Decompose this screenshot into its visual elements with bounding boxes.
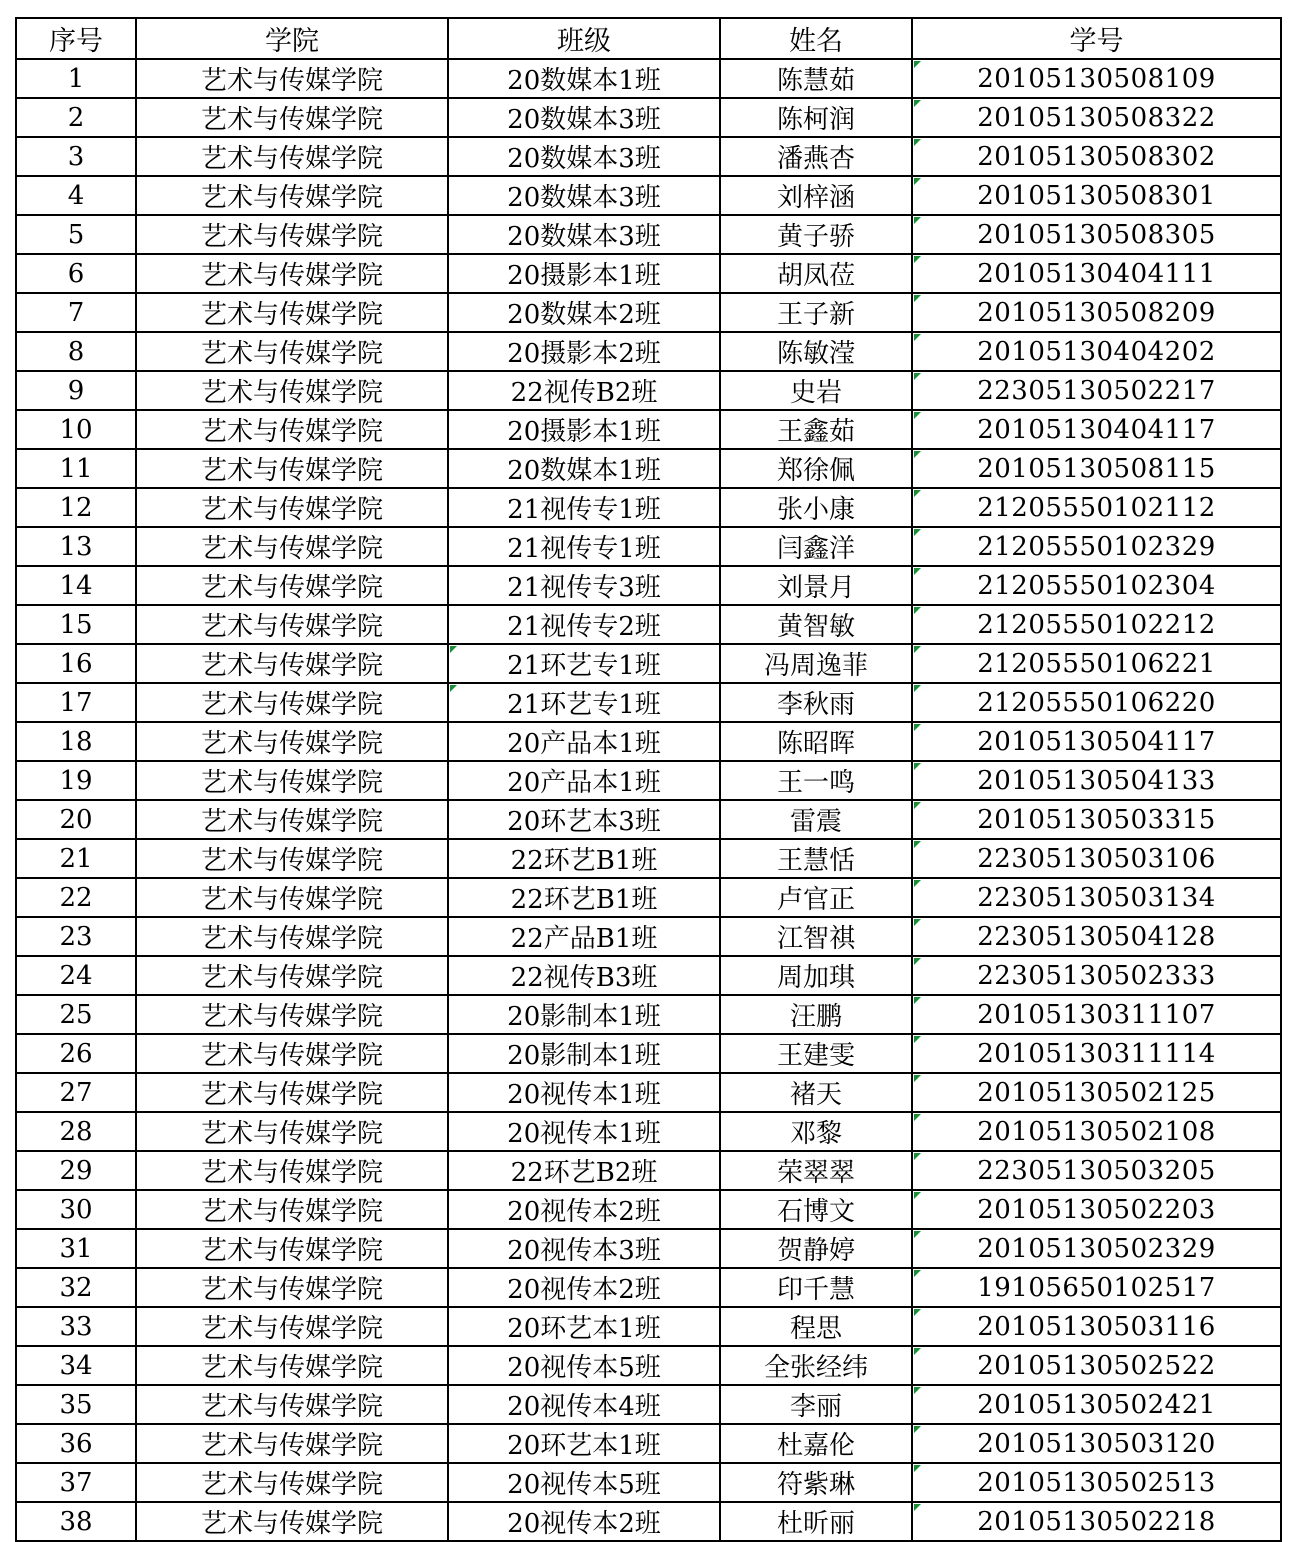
cell-name[interactable]: 印千慧 (720, 1268, 912, 1307)
cell-student-id[interactable]: 20105130508301 (912, 176, 1281, 215)
cell-class[interactable]: 21视传专2班 (448, 605, 720, 644)
cell-serial-number[interactable]: 37 (16, 1463, 136, 1502)
cell-name[interactable]: 周加琪 (720, 956, 912, 995)
cell-class[interactable]: 20摄影本2班 (448, 332, 720, 371)
table-row (16, 59, 1281, 98)
cell-student-id[interactable]: 20105130404111 (912, 254, 1281, 293)
header-class: 班级 (448, 18, 720, 59)
table-row (16, 761, 1281, 800)
cell-class[interactable]: 20数媒本3班 (448, 98, 720, 137)
cell-class[interactable]: 21视传专1班 (448, 488, 720, 527)
cell-college[interactable]: 艺术与传媒学院 (136, 1073, 448, 1112)
cell-class[interactable]: 20视传本2班 (448, 1502, 720, 1541)
cell-serial-number[interactable]: 18 (16, 722, 136, 761)
cell-name[interactable]: 陈柯润 (720, 98, 912, 137)
cell-serial-number[interactable]: 14 (16, 566, 136, 605)
cell-college[interactable]: 艺术与传媒学院 (136, 371, 448, 410)
cell-student-id[interactable]: 20105130404117 (912, 410, 1281, 449)
cell-student-id[interactable]: 22305130502333 (912, 956, 1281, 995)
table-row (16, 1463, 1281, 1502)
cell-student-id[interactable]: 20105130508302 (912, 137, 1281, 176)
cell-student-id[interactable]: 20105130404202 (912, 332, 1281, 371)
cell-class[interactable]: 22环艺B2班 (448, 1151, 720, 1190)
header-student-id: 学号 (912, 18, 1281, 59)
cell-student-id[interactable]: 21205550102329 (912, 527, 1281, 566)
cell-serial-number[interactable]: 35 (16, 1385, 136, 1424)
table-row (16, 1424, 1281, 1463)
cell-name[interactable]: 雷震 (720, 800, 912, 839)
table-row (16, 527, 1281, 566)
cell-class[interactable]: 20视传本4班 (448, 1385, 720, 1424)
table-row (16, 371, 1281, 410)
cell-name[interactable]: 黄子骄 (720, 215, 912, 254)
cell-student-id[interactable]: 20105130502218 (912, 1502, 1281, 1541)
cell-student-id[interactable]: 20105130503120 (912, 1424, 1281, 1463)
cell-class[interactable]: 20摄影本1班 (448, 254, 720, 293)
table-row (16, 566, 1281, 605)
cell-class[interactable]: 22视传B2班 (448, 371, 720, 410)
cell-college[interactable]: 艺术与传媒学院 (136, 644, 448, 683)
cell-college[interactable]: 艺术与传媒学院 (136, 1112, 448, 1151)
cell-student-id[interactable]: 21205550102304 (912, 566, 1281, 605)
cell-college[interactable]: 艺术与传媒学院 (136, 59, 448, 98)
cell-class[interactable]: 20数媒本2班 (448, 293, 720, 332)
cell-serial-number[interactable]: 26 (16, 1034, 136, 1073)
cell-serial-number[interactable]: 9 (16, 371, 136, 410)
cell-name[interactable]: 江智祺 (720, 917, 912, 956)
cell-serial-number[interactable]: 13 (16, 527, 136, 566)
cell-college[interactable]: 艺术与传媒学院 (136, 332, 448, 371)
table-row (16, 1112, 1281, 1151)
cell-name[interactable]: 邓黎 (720, 1112, 912, 1151)
table-row (16, 683, 1281, 722)
cell-student-id[interactable]: 21205550102212 (912, 605, 1281, 644)
cell-class[interactable]: 20数媒本1班 (448, 59, 720, 98)
cell-student-id[interactable]: 20105130502203 (912, 1190, 1281, 1229)
cell-name[interactable]: 陈敏滢 (720, 332, 912, 371)
cell-serial-number[interactable]: 2 (16, 98, 136, 137)
cell-name[interactable]: 刘梓涵 (720, 176, 912, 215)
cell-name[interactable]: 张小康 (720, 488, 912, 527)
cell-class[interactable]: 20视传本1班 (448, 1112, 720, 1151)
table-row (16, 1268, 1281, 1307)
cell-college[interactable]: 艺术与传媒学院 (136, 878, 448, 917)
cell-serial-number[interactable]: 21 (16, 839, 136, 878)
cell-name[interactable]: 荣翠翠 (720, 1151, 912, 1190)
cell-serial-number[interactable]: 38 (16, 1502, 136, 1541)
cell-serial-number[interactable]: 23 (16, 917, 136, 956)
cell-class[interactable]: 20环艺本3班 (448, 800, 720, 839)
cell-college[interactable]: 艺术与传媒学院 (136, 176, 448, 215)
cell-serial-number[interactable]: 1 (16, 59, 136, 98)
cell-name[interactable]: 程思 (720, 1307, 912, 1346)
cell-class[interactable]: 21环艺专1班 (448, 644, 720, 683)
cell-student-id[interactable]: 19105650102517 (912, 1268, 1281, 1307)
cell-college[interactable]: 艺术与传媒学院 (136, 995, 448, 1034)
cell-college[interactable]: 艺术与传媒学院 (136, 527, 448, 566)
cell-class[interactable]: 22环艺B1班 (448, 839, 720, 878)
cell-student-id[interactable]: 22305130503205 (912, 1151, 1281, 1190)
table-row (16, 1502, 1281, 1541)
table-row (16, 254, 1281, 293)
cell-name[interactable]: 符紫琳 (720, 1463, 912, 1502)
cell-student-id[interactable]: 20105130502108 (912, 1112, 1281, 1151)
table-row (16, 488, 1281, 527)
table-row (16, 956, 1281, 995)
cell-class[interactable]: 20环艺本1班 (448, 1424, 720, 1463)
cell-name[interactable]: 王子新 (720, 293, 912, 332)
table-row (16, 332, 1281, 371)
cell-class[interactable]: 20影制本1班 (448, 1034, 720, 1073)
cell-name[interactable]: 陈昭晖 (720, 722, 912, 761)
cell-college[interactable]: 艺术与传媒学院 (136, 1229, 448, 1268)
cell-college[interactable]: 艺术与传媒学院 (136, 1190, 448, 1229)
cell-student-id[interactable]: 20105130502125 (912, 1073, 1281, 1112)
cell-college[interactable]: 艺术与传媒学院 (136, 800, 448, 839)
cell-college[interactable]: 艺术与传媒学院 (136, 761, 448, 800)
cell-serial-number[interactable]: 16 (16, 644, 136, 683)
cell-name[interactable]: 闫鑫洋 (720, 527, 912, 566)
cell-serial-number[interactable]: 34 (16, 1346, 136, 1385)
cell-serial-number[interactable]: 31 (16, 1229, 136, 1268)
cell-name[interactable]: 王慧恬 (720, 839, 912, 878)
cell-class[interactable]: 20数媒本3班 (448, 176, 720, 215)
cell-college[interactable]: 艺术与传媒学院 (136, 449, 448, 488)
cell-student-id[interactable]: 20105130508322 (912, 98, 1281, 137)
table-row (16, 1034, 1281, 1073)
cell-college[interactable]: 艺术与传媒学院 (136, 137, 448, 176)
cell-class[interactable]: 20环艺本1班 (448, 1307, 720, 1346)
cell-name[interactable]: 陈慧茹 (720, 59, 912, 98)
cell-student-id[interactable]: 20105130502513 (912, 1463, 1281, 1502)
cell-college[interactable]: 艺术与传媒学院 (136, 1463, 448, 1502)
table-row (16, 1151, 1281, 1190)
cell-serial-number[interactable]: 28 (16, 1112, 136, 1151)
cell-serial-number[interactable]: 12 (16, 488, 136, 527)
cell-name[interactable]: 胡凤莅 (720, 254, 912, 293)
table-row (16, 98, 1281, 137)
cell-class[interactable]: 20影制本1班 (448, 995, 720, 1034)
cell-serial-number[interactable]: 8 (16, 332, 136, 371)
table-row (16, 644, 1281, 683)
table-row (16, 605, 1281, 644)
cell-student-id[interactable]: 20105130503315 (912, 800, 1281, 839)
cell-name[interactable]: 褚天 (720, 1073, 912, 1112)
cell-name[interactable]: 卢官正 (720, 878, 912, 917)
table-row (16, 1190, 1281, 1229)
cell-college[interactable]: 艺术与传媒学院 (136, 722, 448, 761)
cell-class[interactable]: 20视传本2班 (448, 1190, 720, 1229)
cell-student-id[interactable]: 20105130502421 (912, 1385, 1281, 1424)
cell-class[interactable]: 20摄影本1班 (448, 410, 720, 449)
cell-serial-number[interactable]: 10 (16, 410, 136, 449)
cell-student-id[interactable]: 22305130502217 (912, 371, 1281, 410)
cell-serial-number[interactable]: 24 (16, 956, 136, 995)
cell-serial-number[interactable]: 29 (16, 1151, 136, 1190)
cell-serial-number[interactable]: 32 (16, 1268, 136, 1307)
cell-college[interactable]: 艺术与传媒学院 (136, 1502, 448, 1541)
cell-college[interactable]: 艺术与传媒学院 (136, 1424, 448, 1463)
cell-name[interactable]: 刘景月 (720, 566, 912, 605)
cell-class[interactable]: 20视传本3班 (448, 1229, 720, 1268)
cell-serial-number[interactable]: 27 (16, 1073, 136, 1112)
cell-name[interactable]: 王建雯 (720, 1034, 912, 1073)
table-row (16, 839, 1281, 878)
cell-serial-number[interactable]: 19 (16, 761, 136, 800)
table-row (16, 917, 1281, 956)
cell-name[interactable]: 潘燕杏 (720, 137, 912, 176)
cell-class[interactable]: 20数媒本1班 (448, 449, 720, 488)
cell-student-id[interactable]: 20105130502329 (912, 1229, 1281, 1268)
cell-college[interactable]: 艺术与传媒学院 (136, 1151, 448, 1190)
cell-name[interactable]: 杜嘉伦 (720, 1424, 912, 1463)
cell-serial-number[interactable]: 7 (16, 293, 136, 332)
cell-student-id[interactable]: 20105130504117 (912, 722, 1281, 761)
table-row (16, 1073, 1281, 1112)
cell-name[interactable]: 史岩 (720, 371, 912, 410)
cell-serial-number[interactable]: 36 (16, 1424, 136, 1463)
cell-class[interactable]: 20视传本1班 (448, 1073, 720, 1112)
cell-college[interactable]: 艺术与传媒学院 (136, 1385, 448, 1424)
table-row (16, 1385, 1281, 1424)
cell-class[interactable]: 22产品B1班 (448, 917, 720, 956)
cell-name[interactable]: 全张经纬 (720, 1346, 912, 1385)
cell-serial-number[interactable]: 20 (16, 800, 136, 839)
cell-college[interactable]: 艺术与传媒学院 (136, 410, 448, 449)
cell-student-id[interactable]: 22305130503106 (912, 839, 1281, 878)
cell-name[interactable]: 李秋雨 (720, 683, 912, 722)
cell-name[interactable]: 贺静婷 (720, 1229, 912, 1268)
cell-student-id[interactable]: 21205550106220 (912, 683, 1281, 722)
cell-student-id[interactable]: 20105130502522 (912, 1346, 1281, 1385)
header-name: 姓名 (720, 18, 912, 59)
cell-name[interactable]: 杜昕丽 (720, 1502, 912, 1541)
table-row (16, 800, 1281, 839)
cell-serial-number[interactable]: 25 (16, 995, 136, 1034)
table-row (16, 449, 1281, 488)
cell-class[interactable]: 20数媒本3班 (448, 137, 720, 176)
cell-student-id[interactable]: 20105130311107 (912, 995, 1281, 1034)
cell-class[interactable]: 21视传专3班 (448, 566, 720, 605)
cell-class[interactable]: 20数媒本3班 (448, 215, 720, 254)
cell-college[interactable]: 艺术与传媒学院 (136, 254, 448, 293)
cell-name[interactable]: 王一鸣 (720, 761, 912, 800)
cell-name[interactable]: 汪鹏 (720, 995, 912, 1034)
table-body (16, 59, 1281, 1541)
cell-serial-number[interactable]: 22 (16, 878, 136, 917)
cell-college[interactable]: 艺术与传媒学院 (136, 1034, 448, 1073)
cell-student-id[interactable]: 20105130503116 (912, 1307, 1281, 1346)
cell-serial-number[interactable]: 15 (16, 605, 136, 644)
cell-class[interactable]: 21环艺专1班 (448, 683, 720, 722)
cell-class[interactable]: 20视传本5班 (448, 1346, 720, 1385)
table-row (16, 293, 1281, 332)
cell-college[interactable]: 艺术与传媒学院 (136, 683, 448, 722)
cell-college[interactable]: 艺术与传媒学院 (136, 488, 448, 527)
cell-name[interactable]: 郑徐佩 (720, 449, 912, 488)
student-list-table (15, 17, 1282, 1542)
cell-class[interactable]: 20视传本2班 (448, 1268, 720, 1307)
table-row (16, 878, 1281, 917)
table-row (16, 995, 1281, 1034)
cell-class[interactable]: 20产品本1班 (448, 761, 720, 800)
cell-college[interactable]: 艺术与传媒学院 (136, 293, 448, 332)
cell-name[interactable]: 黄智敏 (720, 605, 912, 644)
table-header-row (16, 18, 1281, 59)
cell-student-id[interactable]: 20105130508305 (912, 215, 1281, 254)
cell-serial-number[interactable]: 30 (16, 1190, 136, 1229)
cell-college[interactable]: 艺术与传媒学院 (136, 1307, 448, 1346)
cell-college[interactable]: 艺术与传媒学院 (136, 605, 448, 644)
table-row (16, 215, 1281, 254)
table-row (16, 722, 1281, 761)
header-serial-number: 序号 (16, 18, 136, 59)
cell-college[interactable]: 艺术与传媒学院 (136, 98, 448, 137)
table-row (16, 1307, 1281, 1346)
cell-college[interactable]: 艺术与传媒学院 (136, 956, 448, 995)
cell-student-id[interactable]: 21205550102112 (912, 488, 1281, 527)
cell-serial-number[interactable]: 4 (16, 176, 136, 215)
cell-student-id[interactable]: 21205550106221 (912, 644, 1281, 683)
cell-serial-number[interactable]: 6 (16, 254, 136, 293)
header-college: 学院 (136, 18, 448, 59)
cell-name[interactable]: 李丽 (720, 1385, 912, 1424)
cell-college[interactable]: 艺术与传媒学院 (136, 1268, 448, 1307)
cell-student-id[interactable]: 20105130508109 (912, 59, 1281, 98)
cell-college[interactable]: 艺术与传媒学院 (136, 566, 448, 605)
cell-name[interactable]: 石博文 (720, 1190, 912, 1229)
cell-student-id[interactable]: 20105130508115 (912, 449, 1281, 488)
cell-student-id[interactable]: 20105130508209 (912, 293, 1281, 332)
cell-student-id[interactable]: 20105130311114 (912, 1034, 1281, 1073)
cell-name[interactable]: 王鑫茹 (720, 410, 912, 449)
cell-serial-number[interactable]: 33 (16, 1307, 136, 1346)
cell-class[interactable]: 20产品本1班 (448, 722, 720, 761)
cell-class[interactable]: 20视传本5班 (448, 1463, 720, 1502)
cell-college[interactable]: 艺术与传媒学院 (136, 215, 448, 254)
cell-college[interactable]: 艺术与传媒学院 (136, 1346, 448, 1385)
cell-student-id[interactable]: 22305130504128 (912, 917, 1281, 956)
cell-class[interactable]: 21视传专1班 (448, 527, 720, 566)
cell-serial-number[interactable]: 5 (16, 215, 136, 254)
table-row (16, 1346, 1281, 1385)
cell-college[interactable]: 艺术与传媒学院 (136, 839, 448, 878)
cell-student-id[interactable]: 20105130504133 (912, 761, 1281, 800)
cell-class[interactable]: 22视传B3班 (448, 956, 720, 995)
cell-class[interactable]: 22环艺B1班 (448, 878, 720, 917)
cell-serial-number[interactable]: 11 (16, 449, 136, 488)
cell-serial-number[interactable]: 17 (16, 683, 136, 722)
table-row (16, 137, 1281, 176)
cell-name[interactable]: 冯周逸菲 (720, 644, 912, 683)
table-row (16, 176, 1281, 215)
table-row (16, 1229, 1281, 1268)
cell-student-id[interactable]: 22305130503134 (912, 878, 1281, 917)
cell-serial-number[interactable]: 3 (16, 137, 136, 176)
table-row (16, 410, 1281, 449)
cell-college[interactable]: 艺术与传媒学院 (136, 917, 448, 956)
